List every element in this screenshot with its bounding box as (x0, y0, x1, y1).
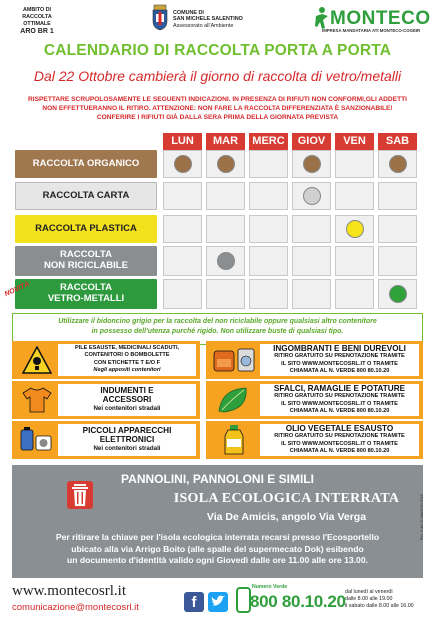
novita-badge: NOVITÀ (3, 280, 31, 299)
grid-cell-r1-sab (378, 182, 417, 210)
grid-cell-r1-ven (335, 182, 374, 210)
facebook-icon[interactable]: f (184, 592, 204, 612)
grid-cell-r3-giov (292, 246, 331, 276)
panel-ingombranti-text (260, 344, 419, 376)
grid-cell-r2-sab (378, 215, 417, 243)
bin-note-line-2: in possesso dell'utenza purché rigido. Non utilizzare buste di qualsiasi tipo. (91, 327, 344, 335)
collection-dot (389, 155, 407, 173)
collection-dot (303, 187, 321, 205)
collection-dot (217, 155, 235, 173)
grid-cell-r0-merc (249, 150, 288, 178)
day-header-ven: VEN (335, 133, 374, 150)
pile-line-3: CON ETICHETTE T E/O F (93, 359, 161, 366)
warning-text (10, 95, 425, 123)
comune-name: SAN MICHELE SALENTINO (173, 16, 243, 23)
panel-olio (206, 421, 423, 459)
grid-cell-r2-ven (335, 215, 374, 243)
ingombranti-line-1: RITIRO GRATUITO SU PRENOTAZIONE TRAMITE (274, 353, 405, 360)
isola-address: Via De Amicis, angolo Via Verga (206, 511, 367, 523)
hazard-icon (22, 346, 52, 374)
day-header-merc: MERC (249, 133, 288, 150)
panel-piccoli-apparecchi (12, 421, 200, 459)
isola-heading: PANNOLINI, PANNOLONI E SIMILI (121, 472, 314, 486)
apparecchi-title-2: ELETTRONICI (99, 435, 155, 445)
isola-desc-1: Per ritirare la chiave per l'isola ecologica interrata recarsi presso l'Ecosportello (55, 532, 380, 542)
monteco-figure-icon (314, 6, 330, 30)
row-label-vetro-metalli (15, 279, 157, 309)
row-label-organico: RACCOLTA ORGANICO (15, 150, 157, 178)
call-hours (345, 589, 414, 610)
indumenti-title-2: ACCESSORI (102, 395, 152, 405)
grid-cell-r3-ven (335, 246, 374, 276)
ingombranti-line-2: IL SITO WWW.MONTECOSRL.IT O TRAMITE (281, 360, 398, 367)
isola-description (18, 532, 417, 567)
panel-indumenti-text (58, 384, 196, 416)
grid-cell-r3-lun (163, 246, 202, 276)
row-label-vetro-metalli-1: RACCOLTA (60, 282, 112, 294)
warning-line-3: CONFERIRE I RIFIUTI GIÀ DALLA SERA PRIMA DELLA GIORNATA PREVISTA (96, 114, 339, 122)
day-header-giov: GIOV (292, 133, 331, 150)
day-header-lun: LUN (163, 133, 202, 150)
panel-pile-text (58, 344, 196, 376)
grid-cell-r2-giov (292, 215, 331, 243)
comune-block (173, 10, 243, 29)
website-link[interactable]: www.montecosrl.it (12, 583, 127, 599)
leaf-icon (216, 385, 252, 415)
monteco-logo: MONTECO (330, 8, 431, 29)
row-label-plastica: RACCOLTA PLASTICA (15, 215, 157, 243)
isola-title: ISOLA ECOLOGICA INTERRATA (173, 491, 400, 506)
collection-dot (303, 155, 321, 173)
numero-verde-label: Numero Verde (252, 584, 288, 590)
assessorato-text: Assessorato all'Ambiente (173, 22, 234, 29)
numero-verde[interactable]: 800 80.10.20 (250, 592, 346, 611)
row-label-carta: RACCOLTA CARTA (15, 182, 157, 210)
comune-title: COMUNE DI (173, 10, 204, 16)
olio-line-1: RITIRO GRATUITO SU PRENOTAZIONE TRAMITE (274, 433, 405, 440)
warning-line-2: NON EFFETTUERANNO IL RITIRO. ATTENZIONE: NON FARE LA RACCOLTA DIFFERENZIATA È SANZIONABILE! (42, 105, 393, 113)
page-subtitle: Dal 22 Ottobre cambierà il giorno di raccolta di vetro/metalli (33, 68, 402, 84)
grid-cell-r0-mar (206, 150, 245, 178)
pile-line-1: PILE ESAUSTE, MEDICINALI SCADUTI, (74, 345, 180, 351)
collection-dot (174, 155, 192, 173)
grid-cell-r1-giov (292, 182, 331, 210)
ambito-text: AMBITO DI RACCOLTA OTTIMALE (22, 7, 52, 27)
row-label-vetro-metalli-2: VETRO-METALLI (47, 293, 125, 304)
sfalci-line-3: CHIAMATA AL N. VERDE 800 80.10.20 (289, 407, 390, 414)
collection-dot (346, 220, 364, 238)
trash-bin-icon (67, 481, 93, 509)
olio-line-3: CHIAMATA AL N. VERDE 800 80.10.20 (289, 447, 390, 454)
battery-icon (20, 426, 52, 454)
tshirt-icon (22, 387, 52, 413)
grid-cell-r1-mar (206, 182, 245, 210)
oil-icon (220, 424, 248, 456)
panel-indumenti (12, 381, 200, 419)
panel-apparecchi-text (58, 424, 196, 456)
isola-desc-3: un documento d'identità valido ogni Giovedì dalle ore 11.00 alle ore 13.00. (67, 555, 368, 566)
olio-title: OLIO VEGETALE ESAUSTO (285, 424, 394, 433)
email-link[interactable]: comunicazione@montecosrl.it (12, 602, 139, 613)
panel-olio-text (260, 424, 419, 456)
apparecchi-title-1: PICCOLI APPARECCHI (82, 426, 172, 435)
row-label-non-riciclabile (15, 246, 157, 276)
grid-cell-r2-merc (249, 215, 288, 243)
sfalci-title: SFALCI, RAMAGLIE E POTATURE (273, 384, 406, 393)
aro-label (8, 7, 66, 37)
warning-line-1: RISPETTARE SCRUPOLOSAMENTE LE SEGUENTI INDICAZIONI. IN PRESENZA DI RIFIUTI NON CONFORMI,GLI ADDETTI (28, 96, 407, 103)
indumenti-title-1: INDUMENTI E (100, 386, 154, 395)
panel-pile-esauste (12, 341, 200, 379)
pile-line-2: CONTENITORI O BOMBOLETTE (84, 352, 170, 359)
sfalci-line-1: RITIRO GRATUITO SU PRENOTAZIONE TRAMITE (274, 393, 405, 400)
ingombranti-title: INGOMBRANTI E BENI DUREVOLI (273, 344, 406, 353)
panel-sfalci-text (260, 384, 419, 416)
grid-cell-r4-giov (292, 279, 331, 309)
collection-dot (217, 252, 235, 270)
grid-cell-r0-lun (163, 150, 202, 178)
isola-desc-2: ubicato alla via Arrigo Boito (alle spalle del supermecato Dok) esibendo (71, 543, 364, 554)
grid-cell-r4-mar (206, 279, 245, 309)
grid-cell-r0-sab (378, 150, 417, 178)
grid-cell-r0-ven (335, 150, 374, 178)
indumenti-body: Nei contenitori stradali (93, 404, 161, 412)
grid-cell-r4-merc (249, 279, 288, 309)
grid-cell-r0-giov (292, 150, 331, 178)
panel-sfalci (206, 381, 423, 419)
hours-line-2: dalle 8.00 alle 19.00 (345, 596, 393, 603)
grid-cell-r4-lun (163, 279, 202, 309)
pile-line-4: Negli appositi contenitori (93, 366, 161, 373)
day-header-sab: SAB (378, 133, 417, 150)
panel-ingombranti (206, 341, 423, 379)
grid-cell-r2-lun (163, 215, 202, 243)
grid-cell-r1-merc (249, 182, 288, 210)
revision-text: Rev. 0 del 21 MAGGIO 2018 (420, 494, 424, 540)
day-header-mar: MAR (206, 133, 245, 150)
phone-icon (236, 587, 251, 613)
apparecchi-body: Nei contenitori stradali (93, 444, 161, 452)
collection-dot (389, 285, 407, 303)
aro-code: ARO BR 1 (20, 28, 54, 36)
grid-cell-r4-ven (335, 279, 374, 309)
row-label-non-riciclabile-2: NON RICICLABILE (44, 260, 128, 271)
armchair-icon (212, 345, 256, 375)
municipal-crest-icon (150, 4, 170, 31)
bin-note-line-1: Utilizzare il bidoncino grigio per la raccolta del non riciclabile oppure qualsiasi altro contenitore (58, 318, 377, 325)
hours-line-3: il sabato dalle 8.00 alle 16.00 (345, 603, 414, 610)
olio-line-2: IL SITO WWW.MONTECOSRL.IT O TRAMITE (281, 440, 398, 447)
monteco-subtitle: IMPRESA MANDATARIA ATI MONTECO-COGEIR (322, 28, 421, 33)
grid-cell-r4-sab (378, 279, 417, 309)
sfalci-line-2: IL SITO WWW.MONTECOSRL.IT O TRAMITE (281, 400, 398, 407)
ingombranti-line-3: CHIAMATA AL N. VERDE 800 80.10.20 (289, 367, 390, 374)
grid-cell-r3-mar (206, 246, 245, 276)
grid-cell-r3-sab (378, 246, 417, 276)
grid-cell-r3-merc (249, 246, 288, 276)
hours-line-1: dal lunedì al venerdì (345, 589, 393, 595)
grid-cell-r2-mar (206, 215, 245, 243)
row-label-non-riciclabile-1: RACCOLTA (60, 249, 112, 261)
grid-cell-r1-lun (163, 182, 202, 210)
twitter-icon[interactable] (208, 592, 228, 612)
page-title: CALENDARIO DI RACCOLTA PORTA A PORTA (43, 42, 392, 59)
